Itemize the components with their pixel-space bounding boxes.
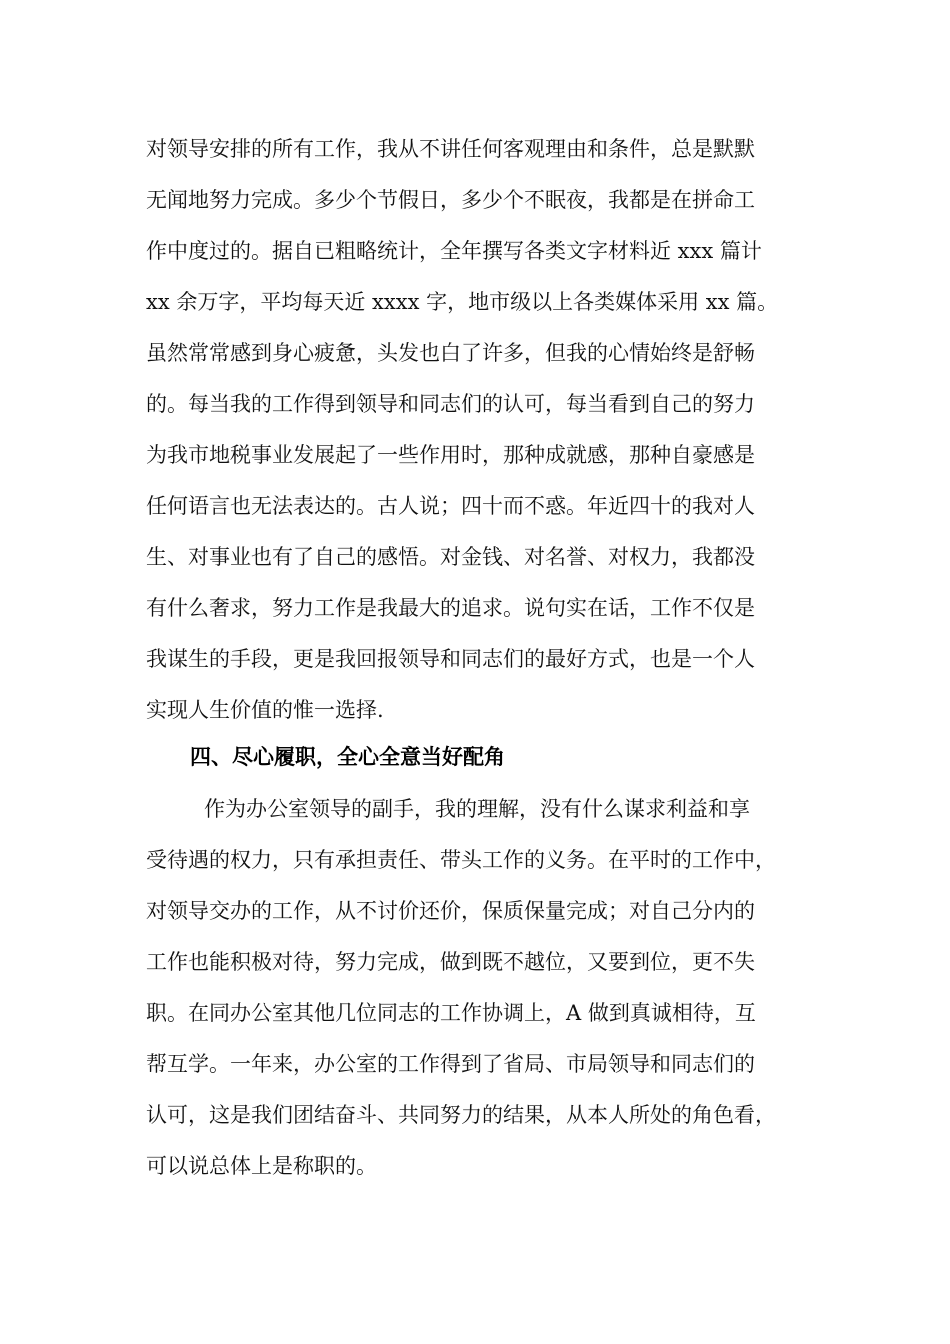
text-line: 职。在同办公室其他几位同志的工作协调上，A 做到真诚相待，互 [146,1001,756,1025]
text-line: 受待遇的权力，只有承担责任、带头工作的义务。在平时的工作中， [146,848,776,872]
paragraph-work-dedication [146,124,806,736]
text-line: 我谋生的手段，更是我回报领导和同志们的最好方式，也是一个人 [146,647,755,671]
text-line: 无闻地努力完成。多少个节假日，多少个不眠夜，我都是在拼命工 [146,188,755,212]
section-heading: 四、尽心履职，全心全意当好配角 [190,745,505,769]
text-line: 认可，这是我们团结奋斗、共同努力的结果，从本人所处的角色看， [146,1103,776,1127]
text-line: 可以说总体上是称职的。 [146,1154,377,1178]
paragraph-supporting-role [146,784,806,1192]
text-line: 实现人生价值的惟一选择. [146,698,384,722]
text-line: 帮互学。一年来，办公室的工作得到了省局、市局领导和同志们的 [146,1052,755,1076]
text-line: 对领导安排的所有工作，我从不讲任何客观理由和条件，总是默默 [146,137,755,161]
text-line: 任何语言也无法表达的。古人说；四十而不惑。年近四十的我对人 [146,494,755,518]
text-line: 作为办公室领导的副手，我的理解，没有什么谋求利益和享 [204,797,750,821]
text-line: 为我市地税事业发展起了一些作用时，那种成就感，那种自豪感是 [146,443,755,467]
text-line: 虽然常常感到身心疲惫，头发也白了许多，但我的心情始终是舒畅 [146,341,755,365]
text-line: xx 余万字，平均每天近 xxxx 字，地市级以上各类媒体采用 xx 篇。 [146,290,779,314]
text-line: 生、对事业也有了自己的感悟。对金钱、对名誉、对权力，我都没 [146,545,755,569]
text-line: 作中度过的。据自已粗略统计，全年撰写各类文字材料近 xxx 篇计 [146,239,762,263]
text-line: 对领导交办的工作，从不讨价还价，保质保量完成；对自己分内的 [146,899,755,923]
text-line: 工作也能积极对待，努力完成，做到既不越位，又要到位，更不失 [146,950,755,974]
text-line: 有什么奢求，努力工作是我最大的追求。说句实在话，工作不仅是 [146,596,755,620]
text-line: 的。每当我的工作得到领导和同志们的认可，每当看到自己的努力 [146,392,755,416]
